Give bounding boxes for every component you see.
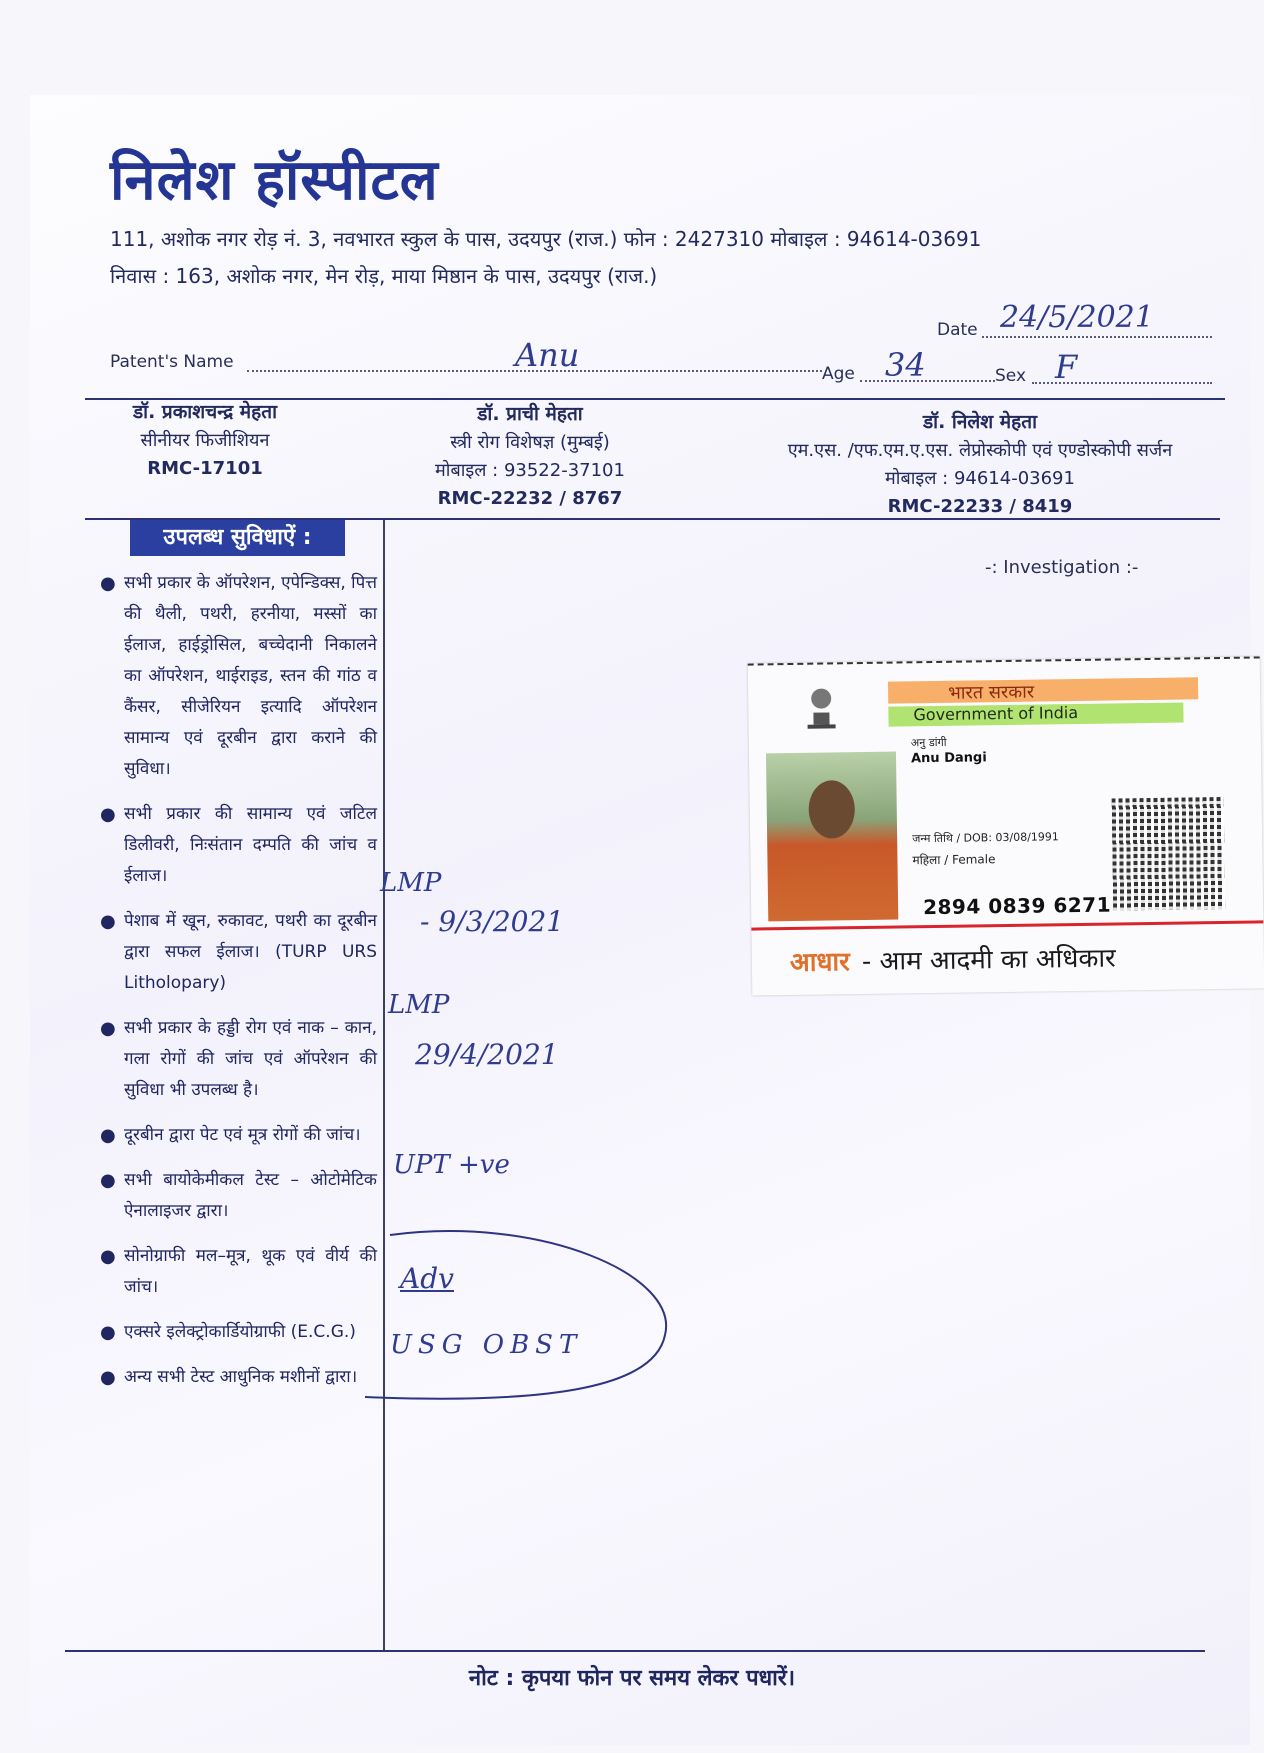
card-gender: महिला / Female [912, 852, 996, 868]
card-number: 2894 0839 6271 [922, 892, 1112, 920]
doctor-3 [740, 408, 1220, 521]
facility-item: ● सभी प्रकार के हड्डी रोग एवं नाक – कान, गला रोगों की जांच एवं ऑपरेशन की सुविधा भी उपलब्ध है। [100, 1018, 377, 1100]
doctor-2-title: स्त्री रोग विशेषज्ञ (मुम्बई) [450, 432, 610, 453]
patient-name-label: Patent's Name [110, 352, 234, 372]
handwritten-circle [360, 1225, 680, 1415]
note-usg: USG OBST [390, 1330, 583, 1360]
note-lmp-2: LMP [388, 990, 450, 1020]
doctor-1 [70, 398, 340, 483]
doctor-2-mobile: मोबाइल : 93522-37101 [435, 460, 625, 481]
doctor-1-title: सीनीयर फिजीशियन [140, 430, 270, 451]
facility-item: ● एक्सरे इलेक्ट्रोकार्डियोग्राफी (E.C.G.) [100, 1322, 356, 1343]
facility-item: ● अन्य सभी टेस्ट आधुनिक मशीनों द्वारा। [100, 1367, 358, 1388]
date-value: 24/5/2021 [1000, 300, 1154, 335]
column-divider [383, 520, 385, 1650]
doctor-3-rmc: RMC-22233 / 8419 [887, 496, 1073, 517]
doctor-1-rmc: RMC-17101 [147, 458, 263, 479]
card-red-line [751, 920, 1263, 930]
doctor-2-rmc: RMC-22232 / 8767 [437, 488, 623, 509]
investigation-label: -: Investigation :- [985, 557, 1139, 578]
hospital-address-line1: 111, अशोक नगर रोड़ नं. 3, नवभारत स्कुल के पास, उदयपुर (राज.) फोन : 2427310 मोबाइल : 94614-03691 [110, 227, 982, 251]
card-photo [766, 752, 898, 922]
doctor-3-mobile: मोबाइल : 94614-03691 [885, 468, 1075, 489]
facilities-list [92, 568, 377, 1407]
note-upt: UPT +ve [393, 1150, 510, 1180]
patient-name-value: Anu [515, 336, 580, 374]
hospital-name: निलेश हॉस्पीटल [110, 148, 439, 213]
card-header-hindi: भारत सरकार [947, 681, 1035, 704]
saffron-band [888, 677, 1198, 703]
facilities-heading: उपलब्ध सुविधाऐं : [130, 520, 345, 556]
footer-rule [65, 1650, 1205, 1652]
doctor-1-name: डॉ. प्रकाशचन्द्र मेहता [132, 401, 277, 423]
card-name: Anu Dangi [910, 750, 987, 767]
facility-item: ● दूरबीन द्वारा पेट एवं मूत्र रोगों की जांच। [100, 1125, 361, 1146]
doctor-2 [395, 400, 665, 513]
card-tagline: - आम आदमी का अधिकार [861, 943, 1116, 978]
id-card [748, 656, 1264, 995]
emblem-icon [803, 682, 840, 730]
qr-code-icon [1112, 797, 1226, 911]
doctor-3-title: एम.एस. /एफ.एम.ए.एस. लेप्रोस्कोपी एवं एण्डोस्कोपी सर्जन [787, 440, 1173, 461]
age-value: 34 [885, 346, 926, 384]
date-line [982, 336, 1212, 338]
doctor-2-name: डॉ. प्राची मेहता [477, 403, 583, 425]
sex-label: Sex [995, 366, 1027, 386]
card-name-hindi: अनु डांगी [910, 735, 947, 750]
footer-note: नोट : कृपया फोन पर समय लेकर पधारें। [468, 1666, 796, 1691]
facility-item: ● सभी बायोकेमीकल टेस्ट – ओटोमेटिक ऐनालाइजर द्वारा। [100, 1170, 377, 1221]
facility-item: ● सभी प्रकार के ऑपरेशन, एपेन्डिक्स, पित्त की थैली, पथरी, हरनीया, मस्सों का ईलाज, हाईड्रोसिल, बच्चेदानी निकालने का ऑपरेशन, थाईराइड, स्तन की गांठ व कैंसर, सीजेरियन इत्यादि ऑपरेशन सामान्य एवं दूरबीन द्वारा कराने की सुविधा। [100, 573, 377, 779]
date-label: Date [937, 320, 978, 340]
facility-item: ● सभी प्रकार की सामान्य एवं जटिल डिलीवरी, निःसंतान दम्पति की जांच व ईलाज। [100, 804, 377, 886]
facility-item: ● पेशाब में खून, रुकावट, पथरी का दूरबीन द्वारा सफल ईलाज। (TURP URS Litholopary) [100, 911, 377, 993]
age-label: Age [822, 364, 855, 384]
card-dob: जन्म तिथि / DOB: 03/08/1991 [912, 830, 1059, 846]
card-tagline-brand: आधार [789, 947, 851, 979]
sex-value: F [1055, 348, 1078, 386]
note-lmp-1: LMP [380, 868, 442, 898]
facility-item: ● सोनोग्राफी मल–मूत्र, थूक एवं वीर्य की जांच। [100, 1246, 377, 1297]
note-date-1: - 9/3/2021 [420, 905, 565, 938]
note-adv: Adv [400, 1262, 454, 1295]
hospital-address-line2: निवास : 163, अशोक नगर, मेन रोड़, माया मिष्ठान के पास, उदयपुर (राज.) [110, 264, 658, 288]
card-header-english: Government of India [913, 702, 1079, 725]
note-date-2: 29/4/2021 [415, 1038, 559, 1071]
age-line [860, 380, 995, 382]
doctor-3-name: डॉ. निलेश मेहता [922, 411, 1037, 433]
